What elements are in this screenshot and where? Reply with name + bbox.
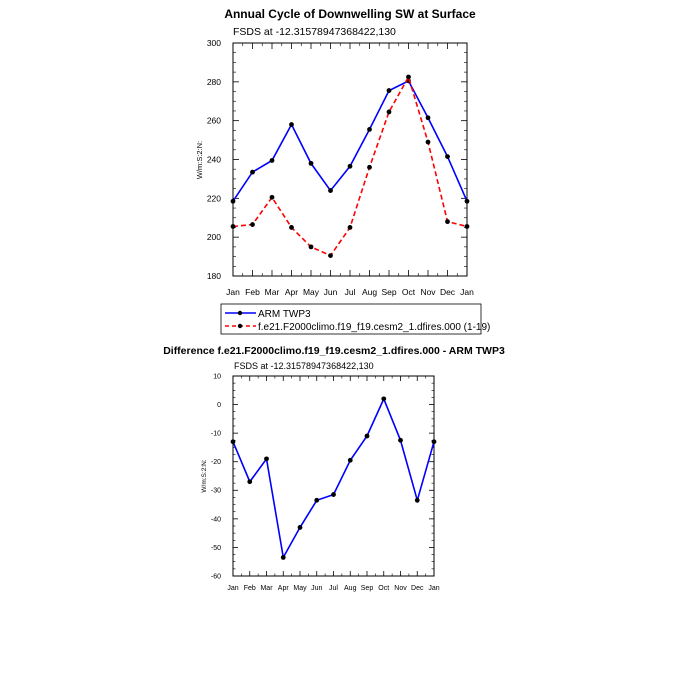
chart-title: Difference f.e21.F2000climo.f19_f19.cesm2_1.dfires.000 - ARM TWP3 <box>163 345 505 357</box>
data-point-0 <box>298 525 303 530</box>
data-point-0 <box>365 434 370 439</box>
x-tick-label: Oct <box>378 585 390 592</box>
y-tick-label: -50 <box>210 544 221 552</box>
data-point-0 <box>231 199 236 204</box>
series-line-0 <box>233 399 434 558</box>
x-tick-label: Nov <box>420 287 436 297</box>
data-point-0 <box>367 127 372 132</box>
x-tick-label: Jan <box>428 585 440 592</box>
data-point-1 <box>250 222 255 227</box>
x-tick-label: May <box>293 585 307 592</box>
x-tick-label: Aug <box>361 287 378 297</box>
x-tick-label: Feb <box>243 585 256 592</box>
data-point-1 <box>348 225 353 230</box>
data-point-0 <box>381 396 386 401</box>
y-tick-label: 260 <box>206 115 221 126</box>
legend <box>221 304 490 334</box>
legend-marker-model <box>238 324 242 328</box>
data-point-1 <box>387 110 392 115</box>
chart-subtitle: FSDS at -12.31578947368422,130 <box>234 361 374 371</box>
data-point-0 <box>415 498 420 503</box>
y-tick-label: 200 <box>206 232 221 243</box>
x-tick-label: Apr <box>277 585 289 592</box>
x-tick-label: May <box>302 287 320 297</box>
data-point-0 <box>314 498 319 503</box>
x-tick-label: Jun <box>323 287 338 297</box>
data-point-0 <box>328 188 333 193</box>
x-tick-label: Jan <box>227 585 239 592</box>
y-tick-label: 220 <box>206 193 221 204</box>
x-tick-label: Jan <box>460 287 474 297</box>
data-point-0 <box>270 158 275 163</box>
y-tick-label: 300 <box>206 37 221 48</box>
x-tick-label: Dec <box>439 287 456 297</box>
y-tick-label: -60 <box>210 573 221 581</box>
x-tick-label: Feb <box>245 287 260 297</box>
x-tick-label: Mar <box>264 287 280 297</box>
x-tick-label: Mar <box>260 585 273 592</box>
x-tick-label: Sep <box>360 585 374 592</box>
x-tick-label: Jul <box>344 287 356 297</box>
data-point-0 <box>309 161 314 166</box>
data-point-0 <box>250 170 255 175</box>
data-point-0 <box>387 88 392 93</box>
data-point-1 <box>367 165 372 170</box>
data-point-1 <box>426 140 431 145</box>
chart-annual-cycle <box>195 7 490 334</box>
chart-subtitle: FSDS at -12.31578947368422,130 <box>233 26 396 38</box>
data-point-0 <box>281 555 286 560</box>
data-point-1 <box>231 224 236 229</box>
chart-title: Annual Cycle of Downwelling SW at Surface <box>224 7 476 21</box>
x-tick-label: Jun <box>311 585 323 592</box>
y-tick-label: -40 <box>210 516 221 524</box>
data-point-0 <box>289 122 294 127</box>
data-point-0 <box>348 164 353 169</box>
y-tick-label: 10 <box>213 373 221 381</box>
data-point-1 <box>289 225 294 230</box>
x-tick-label: Oct <box>401 287 416 297</box>
data-point-1 <box>445 219 450 224</box>
data-point-1 <box>465 224 470 229</box>
data-point-1 <box>328 253 333 258</box>
data-point-1 <box>406 75 411 80</box>
y-tick-label: -10 <box>210 430 221 438</box>
x-tick-label: Nov <box>394 585 407 592</box>
y-tick-label: 240 <box>206 154 221 165</box>
y-tick-label: 0 <box>217 402 221 410</box>
y-tick-label: -20 <box>210 459 221 467</box>
series-line-0 <box>233 81 467 201</box>
y-axis-label: W/m:S:2:N: <box>201 459 208 493</box>
y-tick-label: 280 <box>206 76 221 87</box>
data-point-1 <box>309 244 314 249</box>
data-point-0 <box>426 115 431 120</box>
data-point-0 <box>247 479 252 484</box>
data-point-0 <box>348 458 353 463</box>
legend-marker-arm <box>238 311 242 315</box>
legend-entry-arm: ARM TWP3 <box>258 309 311 320</box>
data-point-0 <box>331 492 336 497</box>
data-point-0 <box>264 456 269 461</box>
data-point-0 <box>465 199 470 204</box>
x-tick-label: Jan <box>226 287 240 297</box>
data-point-0 <box>445 154 450 159</box>
plot-frame <box>233 376 434 576</box>
x-tick-label: Sep <box>381 287 397 297</box>
x-tick-label: Aug <box>344 585 357 592</box>
data-point-0 <box>398 438 403 443</box>
data-point-0 <box>231 439 236 444</box>
y-tick-label: -30 <box>210 487 221 495</box>
data-point-0 <box>432 439 437 444</box>
legend-entry-model: f.e21.F2000climo.f19_f19.cesm2_1.dfires.000 (1-19) <box>258 322 491 333</box>
y-tick-label: 180 <box>206 270 221 281</box>
x-tick-label: Jul <box>329 585 338 592</box>
x-tick-label: Apr <box>284 287 299 297</box>
data-point-1 <box>270 195 275 200</box>
chart-difference <box>163 345 505 592</box>
x-tick-label: Dec <box>411 585 424 592</box>
y-axis-label: W/m:S:2:N: <box>195 140 204 180</box>
